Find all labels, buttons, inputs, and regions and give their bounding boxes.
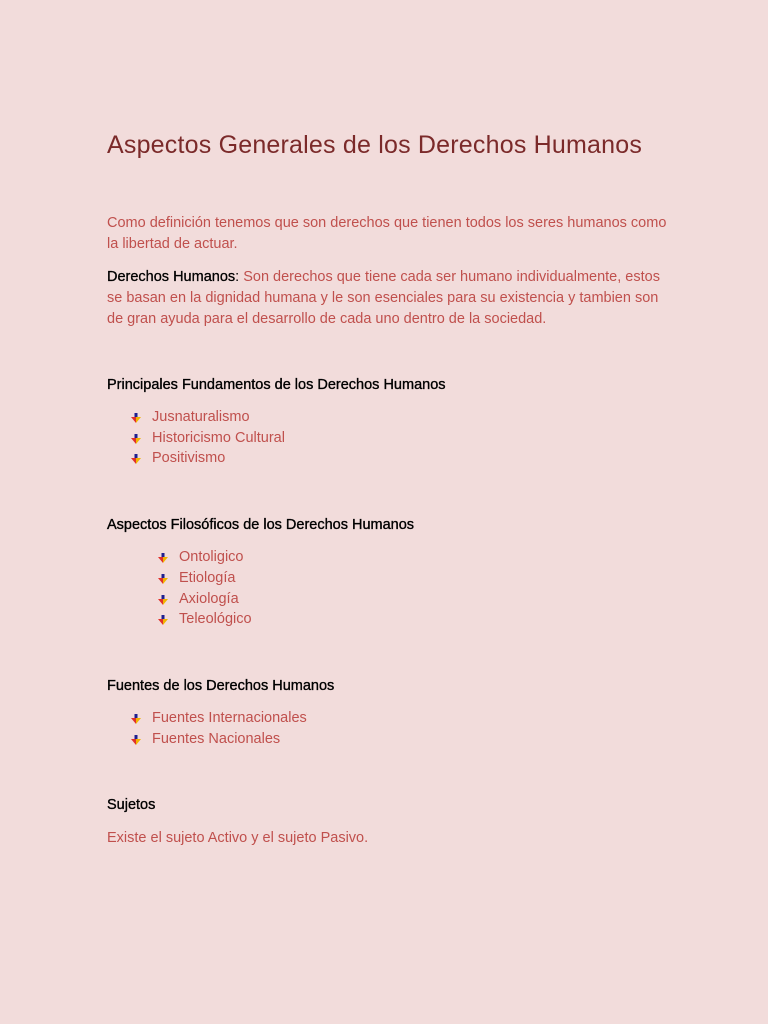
list-item [158, 609, 667, 630]
arrow-down-bullet-icon [131, 454, 141, 464]
list-fuentes [107, 708, 667, 749]
list-item-label: Etiología [179, 569, 236, 586]
list-item [131, 428, 667, 449]
list-item-label: Positivismo [152, 450, 226, 467]
section-heading-fuentes: Fuentes de los Derechos Humanos [107, 677, 335, 694]
list-item [158, 589, 667, 610]
arrow-down-bullet-icon [131, 413, 141, 423]
list-item [131, 407, 667, 428]
list-item [158, 547, 667, 568]
list-item [131, 729, 667, 750]
definition-paragraph [107, 267, 667, 330]
list-fundamentos [107, 407, 667, 469]
list-item-label: Ontoligico [179, 549, 244, 566]
arrow-down-bullet-icon [131, 714, 141, 724]
section-heading-sujetos: Sujetos [107, 797, 156, 814]
arrow-down-bullet-icon [158, 595, 168, 605]
section-heading-fundamentos: Principales Fundamentos de los Derechos Humanos [107, 377, 446, 393]
list-item-label: Fuentes Nacionales [152, 730, 281, 747]
list-item [158, 568, 667, 589]
list-item-label: Axiología [179, 590, 239, 607]
definition-colon: : [235, 269, 240, 285]
definition-text: Son derechos que tiene cada ser humano individualmente, estos se basan en la dignidad humana y le son esenciales para su existencia y tambien son de gran ayuda para el desarrollo de cada uno dentro de la sociedad. [107, 269, 660, 327]
arrow-down-bullet-icon [158, 574, 168, 584]
arrow-down-bullet-icon [131, 735, 141, 745]
sujetos-paragraph: Existe el sujeto Activo y el sujeto Pasivo. [107, 830, 369, 847]
document-content [107, 128, 667, 849]
arrow-down-bullet-icon [131, 434, 141, 444]
list-item-label: Fuentes Internacionales [152, 709, 307, 726]
list-item-label: Teleológico [179, 611, 252, 628]
list-item [131, 708, 667, 729]
arrow-down-bullet-icon [158, 615, 168, 625]
definition-term: Derechos Humanos [107, 269, 236, 285]
arrow-down-bullet-icon [158, 553, 168, 563]
list-item [131, 448, 667, 469]
list-filosoficos [107, 547, 667, 630]
intro-paragraph: Como definición tenemos que son derechos que tienen todos los seres humanos como la libertad de actuar. [107, 215, 667, 252]
section-heading-filosoficos: Aspectos Filosóficos de los Derechos Humanos [107, 517, 415, 534]
list-item-label: Historicismo Cultural [152, 429, 285, 446]
page-title: Aspectos Generales de los Derechos Humanos [107, 131, 643, 159]
list-item-label: Jusnaturalismo [152, 409, 250, 425]
